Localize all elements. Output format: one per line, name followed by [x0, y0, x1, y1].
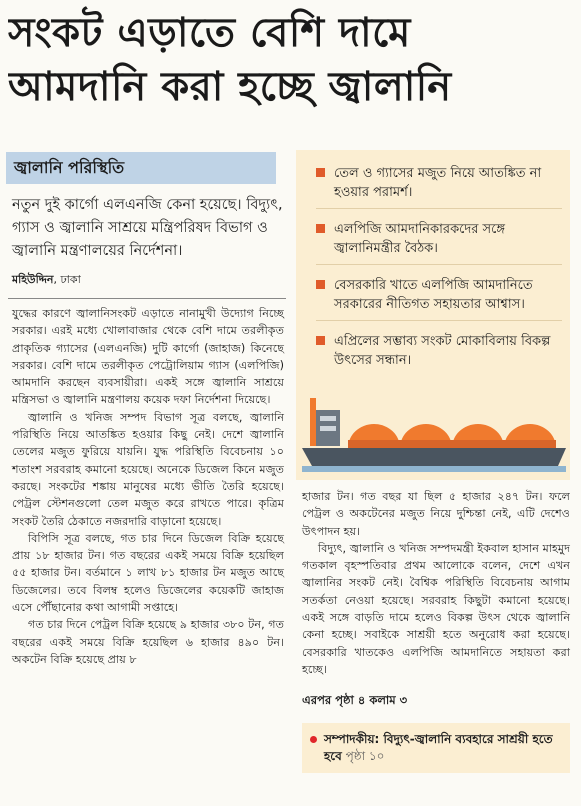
ship-hull: [302, 448, 566, 466]
left-column: [6, 150, 288, 800]
highlight-item: [316, 164, 562, 209]
headline-line-1: সংকট এড়াতে বেশি দামে: [8, 10, 411, 56]
divider: [8, 298, 286, 299]
lng-tanker-illustration: [296, 370, 570, 480]
paragraph: জ্বালানি ও খনিজ সম্পদ বিভাগ সূত্র বলছে, জ্বালানি পরিস্থিতি নিয়ে আতঙ্কিত হওয়ার কিছু নেই। দেশে জ্বালানি তেলের মজুত ফুরিয়ে যায়নি। যুদ্ধ পরিস্থিতি বিবেচনায় ১০ শতাংশ সরবরাহ কমানো হয়েছে। অনেকে ডিজেল কিনে মজুত করছে। সংকটের শঙ্কায় মানুষের মধ্যে ভীতি তৈরি হয়েছে। পেট্রল স্টেশনগুলো তেল মজুত করে রাখতে পারে। কৃত্রিম সংকট তৈরি ঠেকাতে নজরদারি বাড়ানো হয়েছে।: [12, 410, 284, 528]
square-bullet-icon: [316, 224, 325, 233]
highlights-list: [296, 150, 570, 376]
paragraph: বিপিসি সূত্র বলছে, গত চার দিনে ডিজেল বিক্রি হয়েছে প্রায় ১৮ হাজার টন। গত বছরের একই সময়ে বিক্রি হয়েছিল ৫৫ হাজার টন। বর্তমানে ১ লাখ ৮১ হাজার টন মজুত আছে ডিজেলের। তবে বিলম্ব হলেও ডিজেলের কয়েকটি জাহাজ এসে পৌঁছানোর কথা আগামী সপ্তাহে।: [12, 531, 284, 615]
highlight-item: [316, 276, 562, 321]
headline-line-2: আমদানি করা হচ্ছে জ্বালানি: [8, 64, 452, 110]
article-body-left: [6, 305, 288, 668]
square-bullet-icon: [316, 336, 325, 345]
byline-place: , ঢাকা: [53, 273, 81, 286]
editorial-reference: [302, 723, 570, 773]
highlight-text: এলপিজি আমদানিকারকদের সঙ্গে জ্বালানিমন্ত্রীর বৈঠক।: [334, 222, 505, 256]
continued-on: এরপর পৃষ্ঠা ৪ কলাম ৩: [302, 693, 408, 708]
highlight-text: তেল ও গ্যাসের মজুত নিয়ে আতঙ্কিত না হওয়ার পরামর্শ।: [334, 166, 542, 200]
deck-summary: নতুন দুই কার্গো এলএনজি কেনা হয়েছে। বিদ্যুৎ, গ্যাস ও জ্বালানি সাশ্রয়ে মন্ত্রিপরিষদ বিভাগ ও জ্বালানি মন্ত্রণালয়ের নির্দেশনা।: [12, 197, 283, 259]
highlights-panel: [296, 150, 570, 480]
right-column: [296, 150, 574, 800]
highlight-text: এপ্রিলের সম্ভাব্য সংকট মোকাবিলায় বিকল্প উৎসের সন্ধান।: [334, 334, 551, 368]
section-kicker: জ্বালানি পরিস্থিতি: [6, 152, 276, 184]
paragraph: যুদ্ধের কারণে জ্বালানিসংকট এড়াতে নানামুখী উদ্যোগ নিচ্ছে সরকার। এরই মধ্যে খোলাবাজার থেকে বেশি দামে তরলীকৃত প্রাকৃতিক গ্যাসের (এলএনজি) দুটি কার্গো (জাহাজ) কিনেছে সরকার। বেশি দামে তরলীকৃত পেট্রোলিয়াম গ্যাস (এলপিজি) আমদানি করছেন ব্যবসায়ীরা। একই সঙ্গে জ্বালানি সাশ্রয়ে মন্ত্রিসভা ও জ্বালানি মন্ত্রণালয় কয়েক দফা নির্দেশনা দিয়েছে।: [12, 307, 284, 407]
paragraph: বিদ্যুৎ, জ্বালানি ও খনিজ সম্পদমন্ত্রী ইকবাল হাসান মাহমুদ গতকাল বৃহস্পতিবার প্রথম আলোকে বলেন, দেশে এখন জ্বালানির সংকট নেই। বৈশ্বিক পরিস্থিতি বিবেচনায় আগাম সতর্কতা নেওয়া হয়েছে। সরবরাহ কিছুটা কমানো হয়েছে। একই সঙ্গে বাড়তি দামে হলেও বিকল্প উৎস থেকে জ্বালানি কেনা হচ্ছে। সবাইকে সাশ্রয়ী হতে অনুরোধ করা হয়েছে। বেসরকারি খাতকেও এলপিজি আমদানিতে সহায়তা করা হচ্ছে।: [302, 541, 570, 676]
red-dot-icon: [310, 736, 317, 743]
paragraph: গত চার দিনে পেট্রল বিক্রি হয়েছে ৯ হাজার ৩৮০ টন, গত বছরের একই সময়ে বিক্রি হয়েছিল ৬ হাজার ৪৯০ টন। অকটেন বিক্রি হয়েছে প্রায় ৮: [12, 618, 284, 666]
headline: [8, 6, 573, 114]
article-body-right: [296, 480, 574, 678]
paragraph: হাজার টন। গত বছর যা ছিল ৫ হাজার ২৪৭ টন। ফলে পেট্রল ও অকটেনের মজুত নিয়ে দুশ্চিন্তা নেই, এটি দেশেও উৎপাদন হয়।: [302, 490, 570, 538]
square-bullet-icon: [316, 168, 325, 177]
highlight-item: [316, 220, 562, 265]
editorial-title: সম্পাদকীয়: বিদ্যুৎ-জ্বালানি ব্যবহারে সাশ্রয়ী হতে হবে: [324, 732, 553, 764]
byline: [6, 267, 288, 298]
square-bullet-icon: [316, 280, 325, 289]
highlight-text: বেসরকারি খাতে এলপিজি আমদানিতে সরকারের নীতিগত সহায়তার আশ্বাস।: [334, 278, 533, 312]
byline-author: মহিউদ্দিন: [12, 273, 54, 286]
editorial-page: পৃষ্ঠা ১০: [341, 749, 385, 764]
